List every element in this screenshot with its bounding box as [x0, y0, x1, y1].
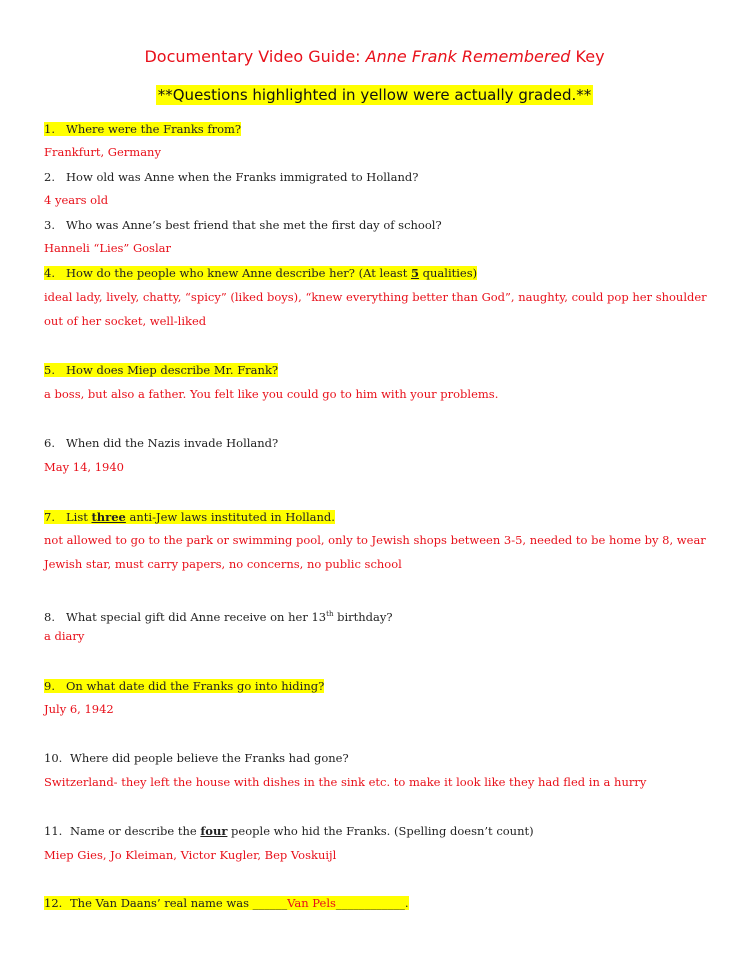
question-1 — [44, 122, 241, 137]
question-text: The Van Daans’ real name was ______ — [70, 896, 288, 910]
question-number: 7. — [44, 510, 55, 524]
grading-note — [0, 86, 749, 104]
question-11 — [44, 824, 534, 839]
answer-5: a boss, but also a father. You felt like you could go to him with your problems. — [44, 387, 499, 401]
title-prefix: Documentary Video Guide: — [144, 47, 366, 66]
question-text: Who was Anne’s best friend that she met the first day of school? — [66, 218, 442, 232]
question-emphasis: 5 — [410, 266, 419, 280]
question-text-end: anti-Jew laws instituted in Holland. — [125, 510, 335, 524]
ordinal-suffix: th — [326, 610, 334, 618]
document-title — [0, 47, 749, 66]
question-text: Name or describe the — [70, 824, 201, 838]
question-text: On what date did the Franks go into hiding? — [66, 679, 325, 693]
question-text: What special gift did Anne receive on her 13 — [66, 609, 327, 624]
question-9 — [44, 679, 324, 694]
question-number: 3. — [44, 218, 55, 232]
title-suffix: Key — [570, 47, 605, 66]
question-number: 11. — [44, 824, 63, 838]
question-text: Where were the Franks from? — [66, 122, 242, 136]
answer-9: July 6, 1942 — [44, 702, 114, 716]
answer-3: Hanneli “Lies” Goslar — [44, 241, 171, 255]
question-number: 4. — [44, 266, 55, 280]
question-number: 6. — [44, 436, 55, 450]
question-text: When did the Nazis invade Holland? — [66, 436, 279, 450]
question-number: 1. — [44, 122, 55, 136]
question-text: How do the people who knew Anne describe her? (At least — [66, 266, 411, 280]
answer-11: Miep Gies, Jo Kleiman, Victor Kugler, Bep Voskuijl — [44, 848, 337, 862]
question-number: 9. — [44, 679, 55, 693]
answer-2: 4 years old — [44, 193, 109, 207]
answer-6: May 14, 1940 — [44, 460, 124, 474]
answer-8: a diary — [44, 629, 85, 643]
answer-10: Switzerland- they left the house with dishes in the sink etc. to make it look like they had fled in a hurry — [44, 775, 647, 789]
question-2 — [44, 170, 418, 185]
question-7 — [44, 510, 335, 525]
question-emphasis: three — [91, 510, 126, 524]
question-number: 10. — [44, 751, 63, 765]
question-emphasis: four — [200, 824, 228, 838]
question-6 — [44, 436, 278, 451]
question-number: 12. — [44, 896, 63, 910]
title-italic: Anne Frank Remembered — [365, 47, 571, 66]
question-number: 2. — [44, 170, 55, 184]
question-4 — [44, 266, 477, 281]
question-text: How does Miep describe Mr. Frank? — [66, 363, 279, 377]
question-3 — [44, 218, 442, 233]
question-number: 5. — [44, 363, 55, 377]
question-10 — [44, 751, 349, 766]
question-text-end: people who hid the Franks. (Spelling doesn’t count) — [227, 824, 534, 838]
grading-note-text: **Questions highlighted in yellow were actually graded.** — [157, 86, 592, 104]
question-text: Where did people believe the Franks had gone? — [70, 751, 349, 765]
question-text: How old was Anne when the Franks immigrated to Holland? — [66, 170, 419, 184]
question-text-end: qualities) — [419, 266, 478, 280]
question-text-end: ____________. — [335, 896, 409, 910]
answer-7: not allowed to go to the park or swimming pool, only to Jewish shops between 3-5, needed to be home by 8, wear Jewish star, must carry papers, no concerns, no public school — [44, 533, 706, 571]
question-12 — [44, 896, 409, 911]
question-8 — [44, 607, 393, 625]
question-text-end: birthday? — [333, 609, 393, 624]
question-5 — [44, 363, 278, 378]
answer-4: ideal lady, lively, chatty, “spicy” (liked boys), “knew everything better than God”, naughty, could pop her shoulder out of her socket, well-liked — [44, 290, 707, 328]
question-number: 8. — [44, 609, 55, 624]
question-text: List — [66, 510, 92, 524]
answer-1: Frankfurt, Germany — [44, 145, 161, 159]
inline-answer: Van Pels — [287, 896, 336, 910]
